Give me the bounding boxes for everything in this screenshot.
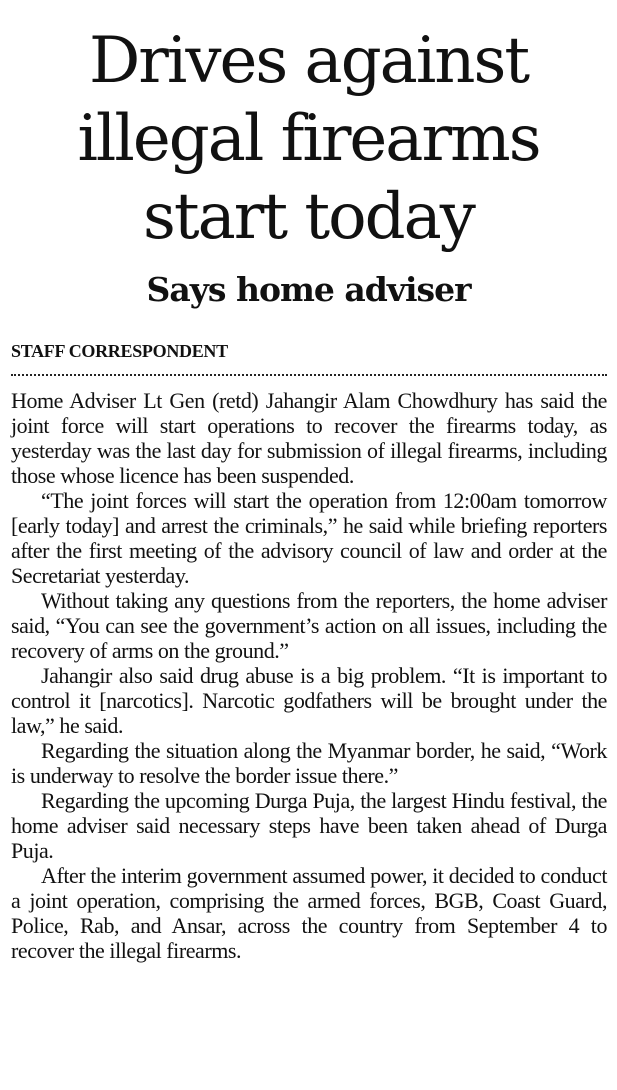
byline: STAFF CORRESPONDENT (11, 341, 228, 361)
body-paragraph: Home Adviser Lt Gen (retd) Jahangir Alam Chowdhury has said the joint force will start operations to recover the firearms today, as yesterday was the last day for submission of illegal firearms, including those whose licence has been suspended. (11, 388, 607, 488)
subheadline: Says home adviser (146, 270, 471, 309)
body-paragraph: Jahangir also said drug abuse is a big problem. “It is important to control it [narcotics]. Narcotic godfathers will be brought under the law,” he said. (11, 663, 607, 738)
headline: Drives against illegal firearms start today (77, 24, 540, 254)
body-paragraph: Regarding the upcoming Durga Puja, the largest Hindu festival, the home adviser said necessary steps have been taken ahead of Durga Puja. (11, 788, 607, 863)
article-body (11, 388, 607, 963)
body-paragraph: Without taking any questions from the reporters, the home adviser said, “You can see the government’s action on all issues, including the recovery of arms on the ground.” (11, 588, 607, 663)
dotted-divider (11, 374, 607, 376)
body-paragraph: “The joint forces will start the operation from 12:00am tomorrow [early today] and arrest the criminals,” he said while briefing reporters after the first meeting of the advisory council of law and order at the Secretariat yesterday. (11, 488, 607, 588)
body-paragraph: Regarding the situation along the Myanmar border, he said, “Work is underway to resolve the border issue there.” (11, 738, 607, 788)
body-paragraph: After the interim government assumed power, it decided to conduct a joint operation, comprising the armed forces, BGB, Coast Guard, Police, Rab, and Ansar, across the country from September 4 to recover the illegal firearms. (11, 863, 607, 963)
